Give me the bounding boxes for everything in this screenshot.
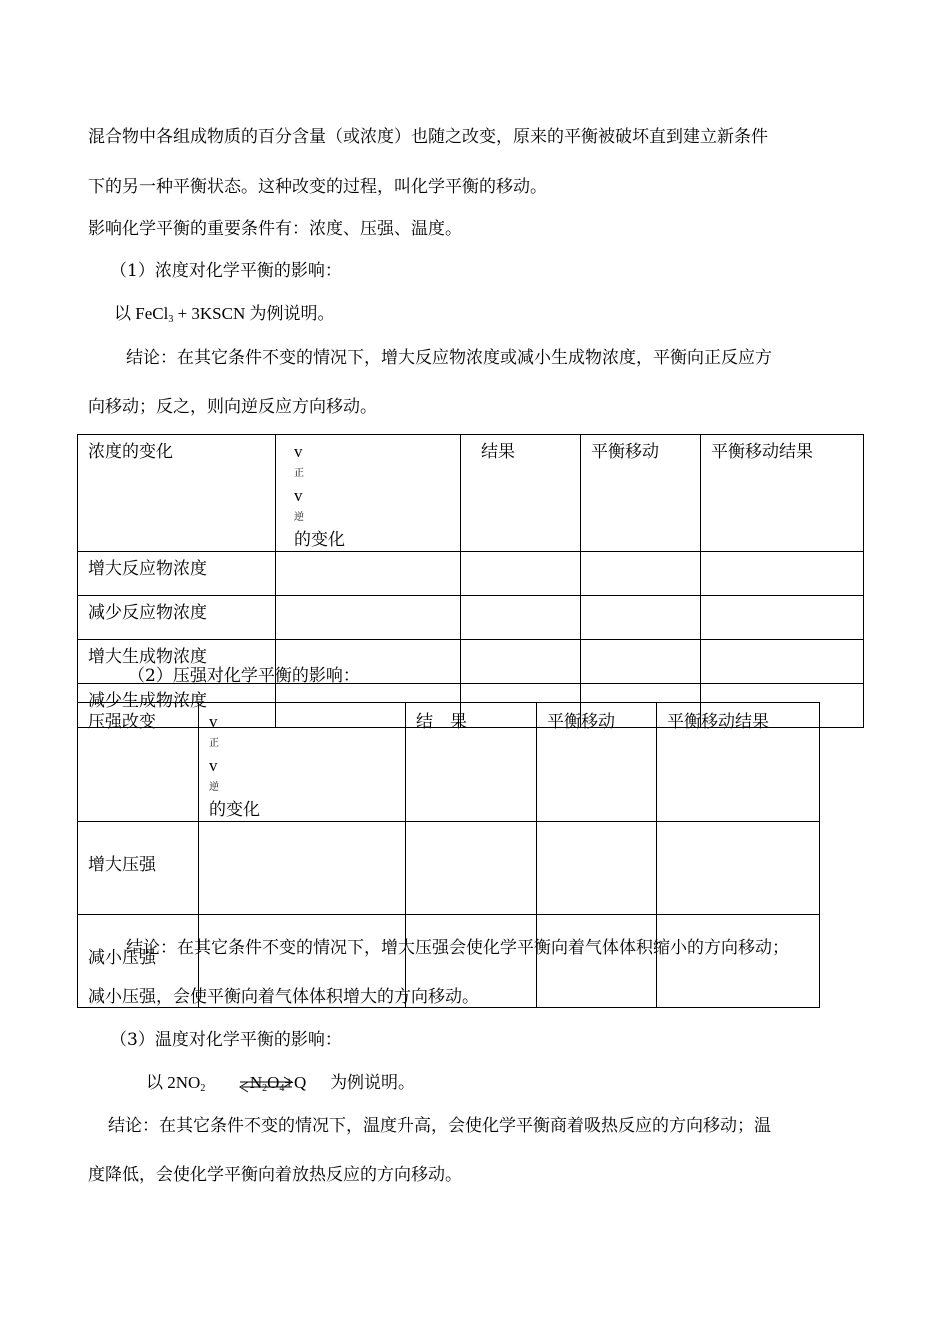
input-cell: [461, 552, 581, 596]
row-label: 增大生成物浓度: [78, 640, 276, 684]
section3-conclusion-line-2: 度降低，会使化学平衡向着放热反应的方向移动。: [88, 1165, 462, 1185]
conditions-text: 影响化学平衡的重要条件有：浓度、压强、温度。: [88, 219, 462, 239]
header-cell: 结果: [461, 435, 581, 552]
table-row: [78, 596, 864, 640]
intro-line-1: 混合物中各组成物质的百分含量（或浓度）也随之改变，原来的平衡被破坏直到建立新条件: [88, 127, 768, 147]
input-cell: [461, 596, 581, 640]
input-cell: [537, 822, 657, 915]
header-cell: v 正 v 逆 的变化: [199, 703, 406, 822]
intro-line-2: 下的另一种平衡状态。这种改变的过程，叫化学平衡的移动。: [88, 177, 547, 197]
table-row: [78, 822, 820, 915]
section2-conclusion-line-2: 减小压强，会使平衡向着气体体积增大的方向移动。: [88, 987, 479, 1007]
table-row: [78, 552, 864, 596]
input-cell: [657, 822, 820, 915]
section1-heading: （1）浓度对化学平衡的影响：: [110, 261, 342, 281]
equilibrium-arrow-icon: $N_2O_4+Q$: [238, 1072, 326, 1094]
input-cell: [701, 640, 864, 684]
section3-heading: （3）温度对化学平衡的影响：: [110, 1030, 342, 1050]
header-cell: 浓度的变化: [78, 435, 276, 552]
header-cell: 平衡移动: [581, 435, 701, 552]
input-cell: [276, 596, 461, 640]
row-label: 减小压强: [78, 915, 199, 1008]
input-cell: [581, 552, 701, 596]
input-cell: [406, 822, 537, 915]
input-cell: [581, 596, 701, 640]
input-cell: [701, 596, 864, 640]
header-cell: 压强改变: [78, 703, 199, 822]
table-header-row: [78, 703, 820, 822]
section2-heading: （2）压强对化学平衡的影响：: [128, 666, 360, 686]
input-cell: [657, 915, 820, 1008]
input-cell: [199, 822, 406, 915]
section1-conclusion-line-1: 结论：在其它条件不变的情况下，增大反应物浓度或减小生成物浓度，平衡向正反应方: [126, 348, 772, 368]
table-header-row: [78, 435, 864, 552]
row-label: 减少生成物浓度: [78, 684, 276, 728]
input-cell: [581, 640, 701, 684]
input-cell: [276, 552, 461, 596]
section2-conclusion-line-1: 结论：在其它条件不变的情况下，增大压强会使化学平衡向着气体体积缩小的方向移动；: [126, 938, 789, 958]
header-cell: 结 果: [406, 703, 537, 822]
section1-example: 以 FeCl$_3$ + 3KSCN 为例说明。: [114, 304, 335, 325]
input-cell: [701, 552, 864, 596]
pressure-table: [77, 702, 820, 1008]
section3-example: 以 $2NO_2$ $N_2O_4+Q$ 为例说明。: [146, 1073, 416, 1094]
row-label: 增大压强: [78, 822, 199, 915]
input-cell: [537, 915, 657, 1008]
row-label: 增大反应物浓度: [78, 552, 276, 596]
section1-conclusion-line-2: 向移动；反之，则向逆反应方向移动。: [88, 397, 377, 417]
header-cell: v 正 v 逆 的变化: [276, 435, 461, 552]
row-label: 减少反应物浓度: [78, 596, 276, 640]
header-cell: 平衡移动结果: [657, 703, 820, 822]
section3-conclusion-line-1: 结论：在其它条件不变的情况下，温度升高，会使化学平衡商着吸热反应的方向移动；温: [108, 1116, 771, 1136]
header-cell: 平衡移动结果: [701, 435, 864, 552]
header-cell: 平衡移动: [537, 703, 657, 822]
input-cell: [461, 640, 581, 684]
